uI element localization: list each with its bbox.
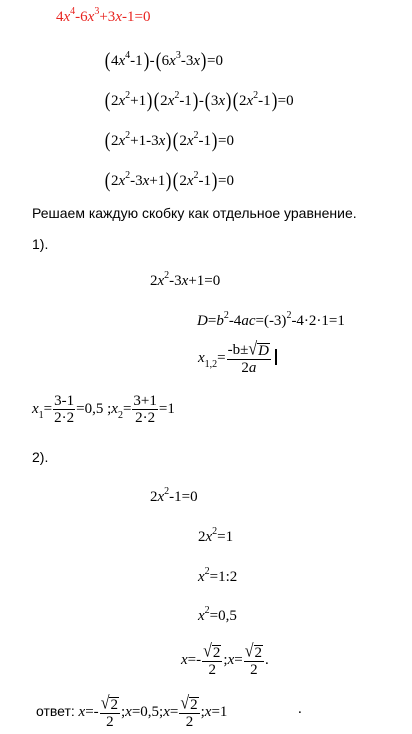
equation-2: $2x^2-1=0$ xyxy=(150,486,198,505)
part-1-label: 1). xyxy=(32,236,49,252)
instruction-text: Решаем каждую скобку как отдельное уравнение. xyxy=(32,205,357,221)
solution-1: $x_1=$ $\frac{3-1}{2\cdot 2}$ =0,5 $;x_2=$ $\frac{3+1}{2\cdot 2}$ =1 xyxy=(32,393,175,426)
equation-grouped: $(4x^4-1)-(6x^3-3x)=0$ xyxy=(104,48,223,72)
equation-factored-3: $(2x^2-3x+1)(2x^2-1)=0$ xyxy=(104,168,234,192)
step-4: x=- √ 2 2 ;x= √ 2 2 . xyxy=(181,641,269,678)
step-2: $x^2=1:2$ xyxy=(198,566,238,585)
equation-original: $4x^4-6x^3+3x-1=0$ xyxy=(56,6,151,25)
step-3: $x^2=0,5$ xyxy=(198,605,237,624)
discriminant: $D=b^2-4ac=(-3)^2-4\cdot 2\cdot 1=1$ xyxy=(197,310,345,329)
part-2-label: 2). xyxy=(32,449,49,465)
answer-end-dot: . xyxy=(298,701,302,717)
equation-factored-1: $(2x^2+1)(2x^2-1)-(3x)(2x^2-1)=0$ xyxy=(104,88,294,112)
answer: ответ: x=- √ 2 2 ;x=0,5;x= √ 2 2 ;x=1 xyxy=(36,693,228,730)
text-cursor xyxy=(275,349,277,365)
roots-formula: $x_{1,2}=$ -b± √ D 2a xyxy=(198,342,277,375)
quadratic-equation: $2x^2-3x+1=0$ xyxy=(150,270,221,289)
step-1: $2x^2=1$ xyxy=(198,526,234,545)
equation-factored-2: $(2x^2+1-3x)(2x^2-1)=0$ xyxy=(104,128,234,152)
